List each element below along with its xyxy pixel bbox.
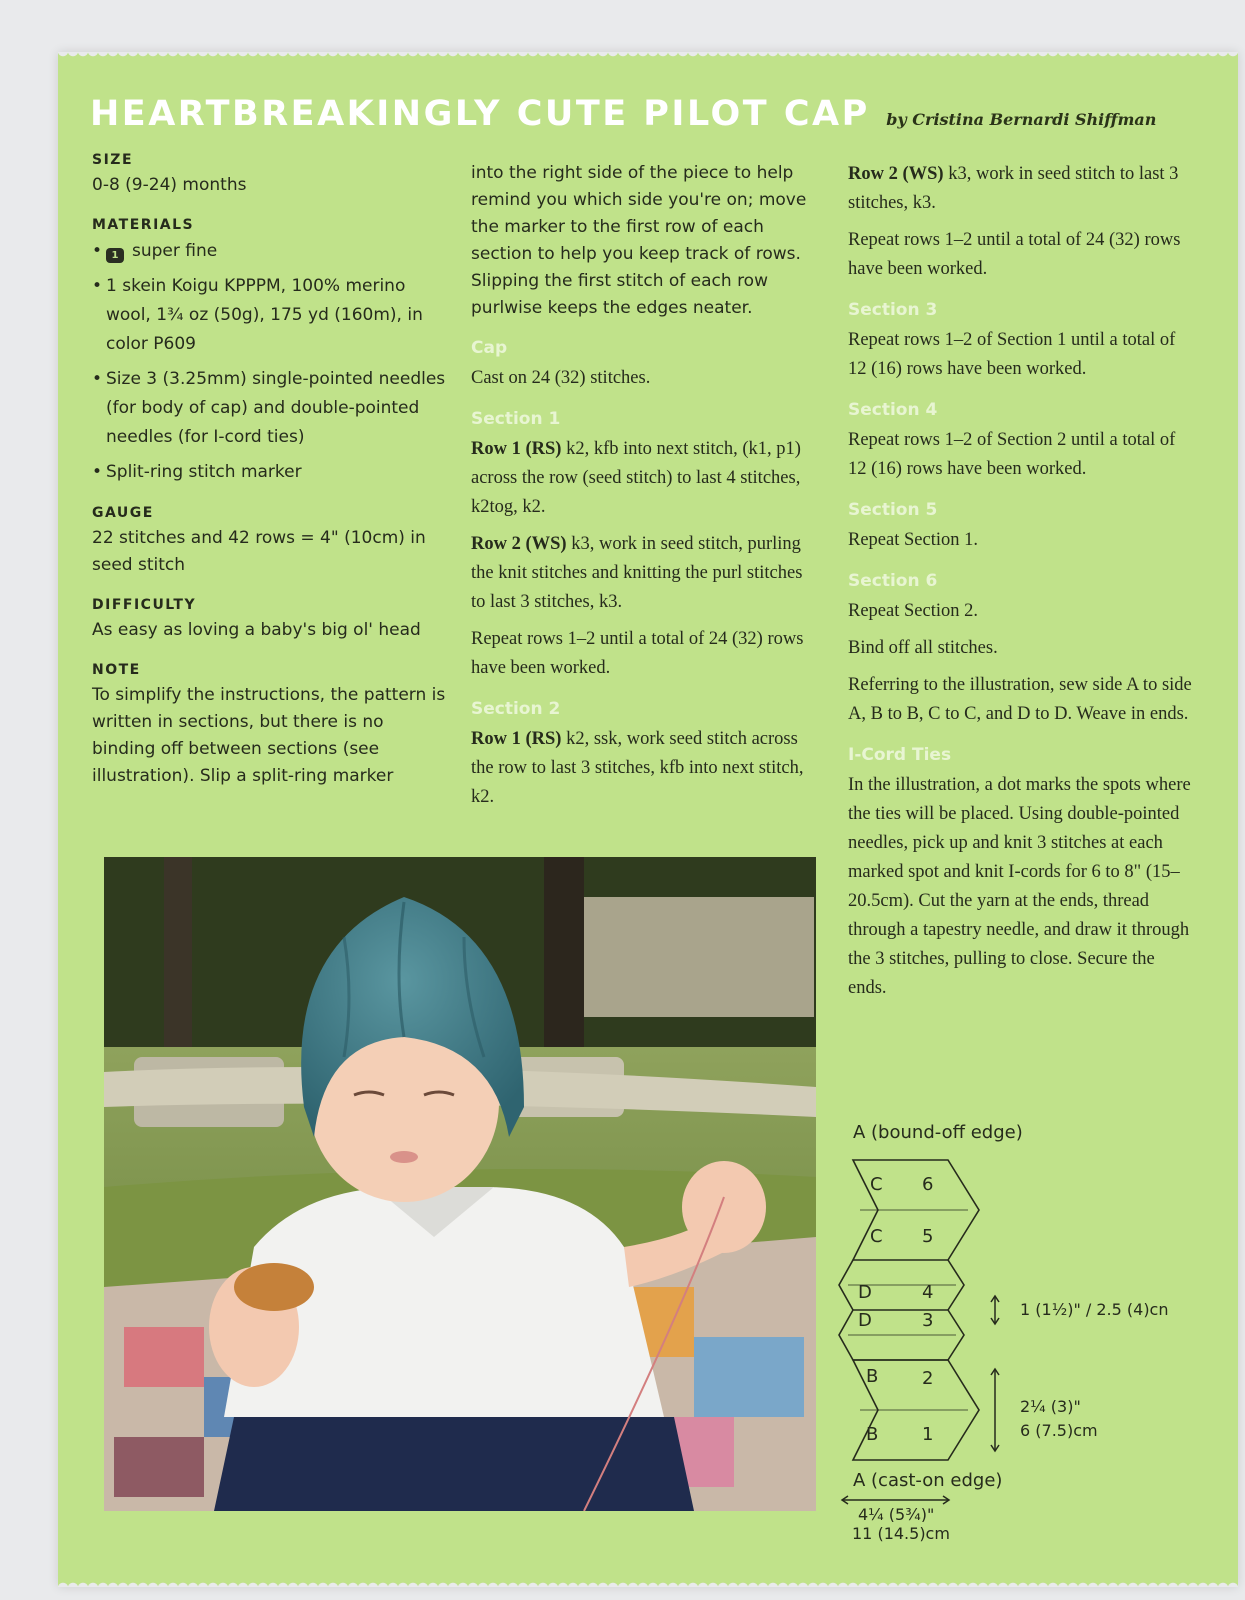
- note-text-continued: into the right side of the piece to help remind you which side you're on; move the marker to the first row of each section to help you keep track of rows. Slipping the first stitch of each row purlwise keeps the edges neater.: [471, 163, 807, 318]
- note-heading: NOTE: [92, 662, 141, 678]
- section-number: 2: [922, 1368, 934, 1389]
- materials-item: • 1 skein Koigu KPPPM, 100% merino wool, 1¾ oz (50g), 175 yd (160m), in color P609: [92, 272, 452, 359]
- gauge-text: 22 stitches and 42 rows = 4" (10cm) in seed stitch: [92, 528, 426, 575]
- section-2-row-2: Row 2 (WS) k3, work in seed stitch to last 3 stitches, k3.: [848, 164, 1179, 213]
- side-letter: B: [866, 1366, 879, 1387]
- cap-heading: Cap: [471, 338, 508, 358]
- section-6-text: Repeat Section 2.: [848, 601, 978, 621]
- side-letter: C: [870, 1226, 883, 1247]
- pattern-page: [58, 52, 1238, 1587]
- column-3: [848, 160, 1193, 1011]
- note-text: To simplify the instructions, the pattern is written in sections, but there is no binding off between sections (see illustration). Slip a split-ring marker: [92, 685, 446, 786]
- section-1-row-1: Row 1 (RS) k2, kfb into next stitch, (k1, p1) across the row (seed stitch) to last 4 stitches, k2tog, k2.: [471, 439, 801, 517]
- cap-diagram: [838, 1122, 1218, 1543]
- gauge-heading: GAUGE: [92, 505, 154, 521]
- side-letter: D: [858, 1310, 872, 1331]
- section-3-heading: Section 3: [848, 300, 938, 320]
- section-2-heading: Section 2: [471, 699, 561, 719]
- icord-heading: I-Cord Ties: [848, 745, 952, 765]
- section-number: 6: [922, 1174, 934, 1195]
- dimension-section-1-2-cm: 6 (7.5)cm: [1020, 1421, 1098, 1440]
- section-5-heading: Section 5: [848, 500, 938, 520]
- pattern-title: HEARTBREAKINGLY CUTE PILOT CAP: [90, 94, 870, 134]
- section-2-row-1: Row 1 (RS) k2, ssk, work seed stitch across the row to last 3 stitches, kfb into next stitch, k2.: [471, 729, 804, 807]
- bind-off-text: Bind off all stitches.: [848, 638, 998, 658]
- section-6-heading: Section 6: [848, 571, 938, 591]
- materials-item: • Size 3 (3.25mm) single-pointed needles (for body of cap) and double-pointed needles (for I-cord ties): [92, 365, 452, 452]
- diagram-bottom-label: A (cast-on edge): [853, 1470, 1003, 1491]
- size-text: 0-8 (9-24) months: [92, 175, 247, 195]
- materials-item: • Split-ring stitch marker: [92, 458, 452, 487]
- side-letter: B: [866, 1424, 879, 1445]
- dimension-section-3-4: 1 (1½)" / 2.5 (4)cn: [1020, 1300, 1169, 1319]
- baby-in-pilot-cap-image: [104, 857, 816, 1511]
- page-title: [90, 94, 1156, 134]
- yarn-weight-icon: 1: [106, 248, 124, 263]
- section-1-row-2: Row 2 (WS) k3, work in seed stitch, purling the knit stitches and knitting the purl stitches to last 3 stitches, k3.: [471, 534, 803, 612]
- author-byline: by Cristina Bernardi Shiffman: [886, 110, 1157, 129]
- sew-text: Referring to the illustration, sew side A to side A, B to B, C to C, and D to D. Weave in ends.: [848, 675, 1192, 724]
- pattern-schematic: [838, 1122, 1218, 1522]
- section-4-text: Repeat rows 1–2 of Section 2 until a total of 12 (16) rows have been worked.: [848, 430, 1176, 479]
- width-inches: 4¼ (5¾)": [858, 1505, 935, 1522]
- section-4-heading: Section 4: [848, 400, 938, 420]
- materials-heading: MATERIALS: [92, 217, 195, 233]
- side-letter: D: [858, 1282, 872, 1303]
- section-5-text: Repeat Section 1.: [848, 530, 978, 550]
- column-1: [92, 152, 452, 790]
- section-number: 1: [922, 1424, 934, 1445]
- width-cm: 11 (14.5)cm: [852, 1524, 950, 1543]
- section-number: 4: [922, 1282, 934, 1303]
- difficulty-text: As easy as loving a baby's big ol' head: [92, 620, 421, 640]
- section-1-repeat: Repeat rows 1–2 until a total of 24 (32) rows have been worked.: [471, 629, 804, 678]
- section-3-text: Repeat rows 1–2 of Section 1 until a total of 12 (16) rows have been worked.: [848, 330, 1176, 379]
- column-2: [471, 160, 816, 820]
- materials-list: [92, 237, 452, 487]
- icord-text: In the illustration, a dot marks the spots where the ties will be placed. Using double-pointed needles, pick up and knit 3 stitches at each marked spot and knit I-cords for 6 to 8" (15–20.5cm). Cut the yarn at the ends, thread through a tapestry needle, and draw it through the 3 stitches, pulling to close. Secure the ends.: [848, 775, 1191, 998]
- section-number: 3: [922, 1310, 934, 1331]
- section-number: 5: [922, 1226, 934, 1247]
- section-1-heading: Section 1: [471, 409, 561, 429]
- diagram-top-label: A (bound-off edge): [853, 1122, 1023, 1143]
- materials-item: • 1 super fine: [92, 237, 452, 266]
- side-letter: C: [870, 1174, 883, 1195]
- difficulty-heading: DIFFICULTY: [92, 597, 197, 613]
- size-heading: SIZE: [92, 152, 134, 168]
- dimension-section-1-2-in: 2¼ (3)": [1020, 1397, 1081, 1416]
- section-2-repeat: Repeat rows 1–2 until a total of 24 (32) rows have been worked.: [848, 230, 1181, 279]
- cap-text: Cast on 24 (32) stitches.: [471, 368, 651, 388]
- baby-photo: [104, 857, 816, 1511]
